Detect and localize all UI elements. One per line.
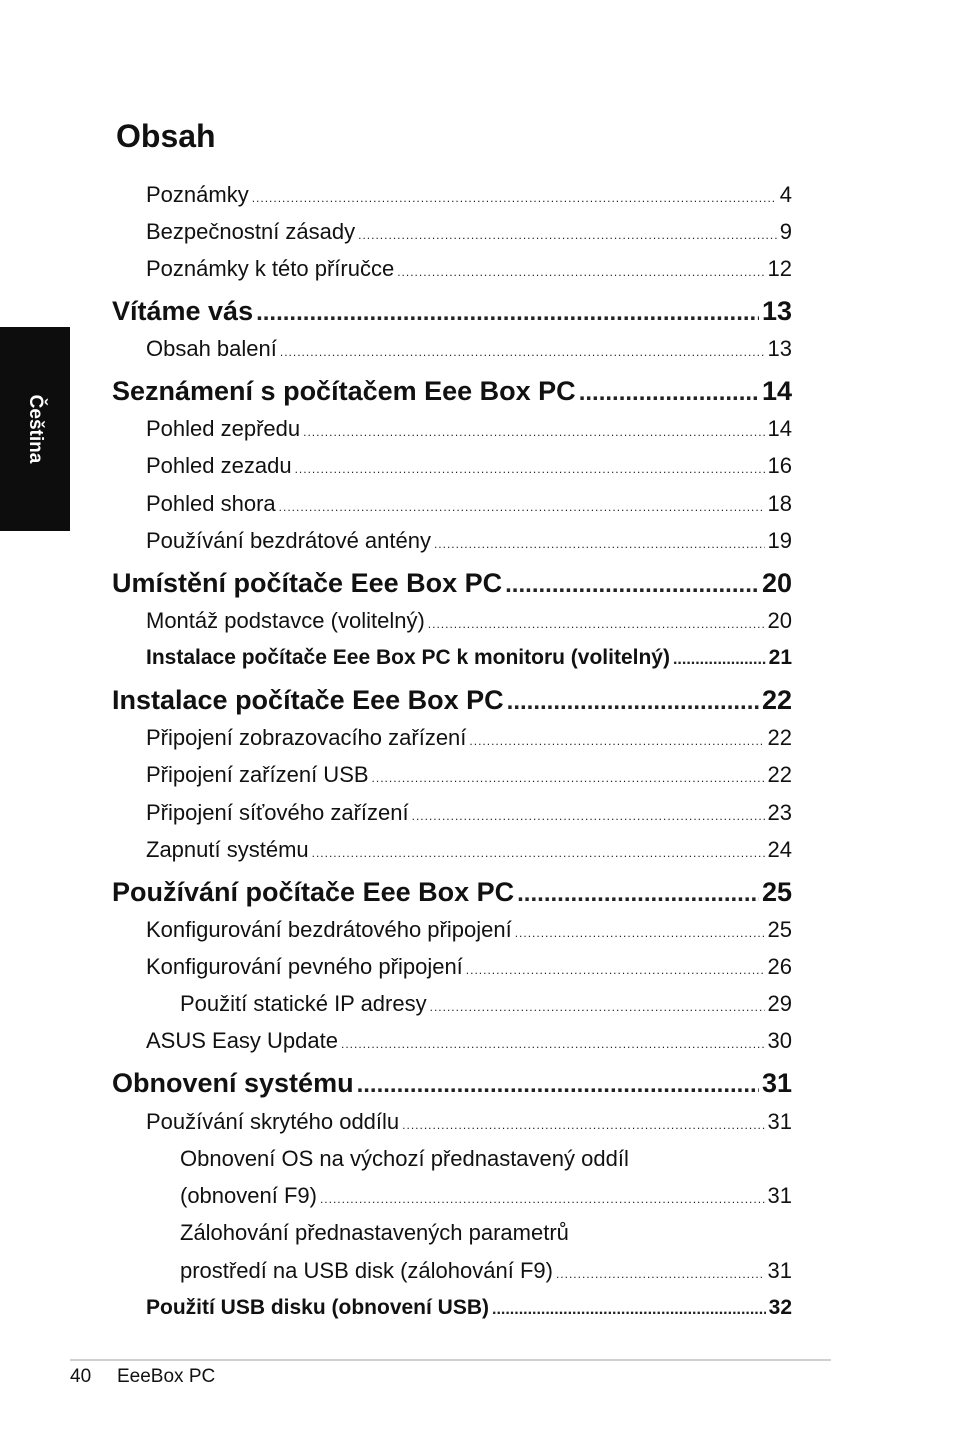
dot-leader bbox=[280, 337, 765, 367]
dot-leader bbox=[430, 992, 765, 1022]
footer-divider bbox=[70, 1359, 831, 1361]
footer-page-number: 40 bbox=[70, 1366, 92, 1387]
dot-leader bbox=[412, 801, 765, 831]
dot-leader bbox=[341, 1029, 765, 1059]
toc-entry-pripojeni-sitoveho[interactable]: Připojení síťového zařízení ..... 23 bbox=[146, 798, 792, 828]
toc-entry-zalohovani-line1: Zálohování přednastavených parametrů bbox=[180, 1220, 569, 1245]
dot-leader bbox=[556, 1259, 765, 1289]
toc-entry-zapnuti-systemu[interactable]: Zapnutí systému ..... 24 bbox=[146, 835, 792, 865]
toc-entry-zalohovani[interactable]: prostředí na USB disk (zálohování F9) ..... 31 bbox=[180, 1256, 792, 1286]
dot-leader bbox=[357, 1065, 759, 1105]
toc-entry-skryty-oddil[interactable]: Používání skrytého oddílu ..... 31 bbox=[146, 1107, 792, 1137]
toc-section-vitame-vas[interactable]: Vítáme vás ..... 13 bbox=[112, 291, 792, 331]
toc-section-obnoveni-systemu[interactable]: Obnovení systému ..... 31 bbox=[112, 1063, 792, 1103]
toc-entry-pohled-shora[interactable]: Pohled shora ..... 18 bbox=[146, 489, 792, 519]
toc-entry-konfig-bezdratoveho[interactable]: Konfigurování bezdrátového připojení ..... 25 bbox=[146, 915, 792, 945]
dot-leader bbox=[402, 1110, 764, 1140]
dot-leader bbox=[466, 955, 765, 985]
dot-leader bbox=[252, 183, 777, 213]
toc-entry-poznamky[interactable]: Poznámky ..... 4 bbox=[146, 180, 792, 210]
toc-section-instalace[interactable]: Instalace počítače Eee Box PC ..... 22 bbox=[112, 680, 792, 720]
dot-leader bbox=[428, 609, 765, 639]
dot-leader bbox=[312, 838, 765, 868]
dot-leader bbox=[372, 763, 765, 793]
toc-entry-usb-disk[interactable]: Použití USB disku (obnovení USB) ..... 32 bbox=[146, 1293, 792, 1323]
page-title: Obsah bbox=[116, 118, 216, 154]
toc-entry-bezdratove-anteny[interactable]: Používání bezdrátové antény ..... 19 bbox=[146, 526, 792, 556]
toc-entry-pohled-zepredu[interactable]: Pohled zepředu ..... 14 bbox=[146, 414, 792, 444]
toc-entry-pripojeni-zobrazovaciho[interactable]: Připojení zobrazovacího zařízení ..... 22 bbox=[146, 723, 792, 753]
dot-leader bbox=[507, 682, 759, 722]
dot-leader bbox=[492, 1295, 766, 1325]
dot-leader bbox=[320, 1184, 765, 1214]
dot-leader bbox=[358, 220, 777, 250]
dot-leader bbox=[469, 726, 764, 756]
toc-entry-obnoveni-os-line1: Obnovení OS na výchozí přednastavený oddíl bbox=[180, 1146, 629, 1171]
dot-leader bbox=[515, 918, 765, 948]
toc-entry-asus-easy-update[interactable]: ASUS Easy Update ..... 30 bbox=[146, 1026, 792, 1056]
toc-entry-bezpecnostni-zasady[interactable]: Bezpečnostní zásady ..... 9 bbox=[146, 217, 792, 247]
toc-entry-obsah-baleni[interactable]: Obsah balení ..... 13 bbox=[146, 334, 792, 364]
dot-leader bbox=[517, 874, 759, 914]
dot-leader bbox=[579, 373, 759, 413]
dot-leader bbox=[434, 529, 765, 559]
toc-entry-pohled-zezadu[interactable]: Pohled zezadu ..... 16 bbox=[146, 451, 792, 481]
toc-entry-konfig-pevneho[interactable]: Konfigurování pevného připojení ..... 26 bbox=[146, 952, 792, 982]
toc-section-pouzivani[interactable]: Používání počítače Eee Box PC ..... 25 bbox=[112, 872, 792, 912]
toc-entry-montaz-podstavce[interactable]: Montáž podstavce (volitelný) ..... 20 bbox=[146, 606, 792, 636]
toc-entry-staticka-ip[interactable]: Použití statické IP adresy ..... 29 bbox=[180, 989, 792, 1019]
toc-section-seznameni[interactable]: Seznámení s počítačem Eee Box PC ..... 14 bbox=[112, 371, 792, 411]
toc-entry-poznamky-k-prirucce[interactable]: Poznámky k této příručce ..... 12 bbox=[146, 254, 792, 284]
dot-leader bbox=[303, 417, 764, 447]
dot-leader bbox=[397, 257, 764, 287]
dot-leader bbox=[673, 645, 766, 675]
language-label: Čeština bbox=[25, 394, 46, 464]
toc-section-umisteni[interactable]: Umístění počítače Eee Box PC ..... 20 bbox=[112, 563, 792, 603]
footer-product-name: EeeBox PC bbox=[117, 1366, 216, 1387]
dot-leader bbox=[505, 565, 759, 605]
dot-leader bbox=[295, 454, 765, 484]
toc-entry-obnoveni-os[interactable]: (obnovení F9) ..... 31 bbox=[180, 1181, 792, 1211]
dot-leader bbox=[279, 492, 765, 522]
toc-entry-instalace-k-monitoru[interactable]: Instalace počítače Eee Box PC k monitoru (volitelný) ..... 21 bbox=[146, 643, 792, 673]
dot-leader bbox=[256, 293, 759, 333]
toc-entry-pripojeni-usb[interactable]: Připojení zařízení USB ..... 22 bbox=[146, 760, 792, 790]
